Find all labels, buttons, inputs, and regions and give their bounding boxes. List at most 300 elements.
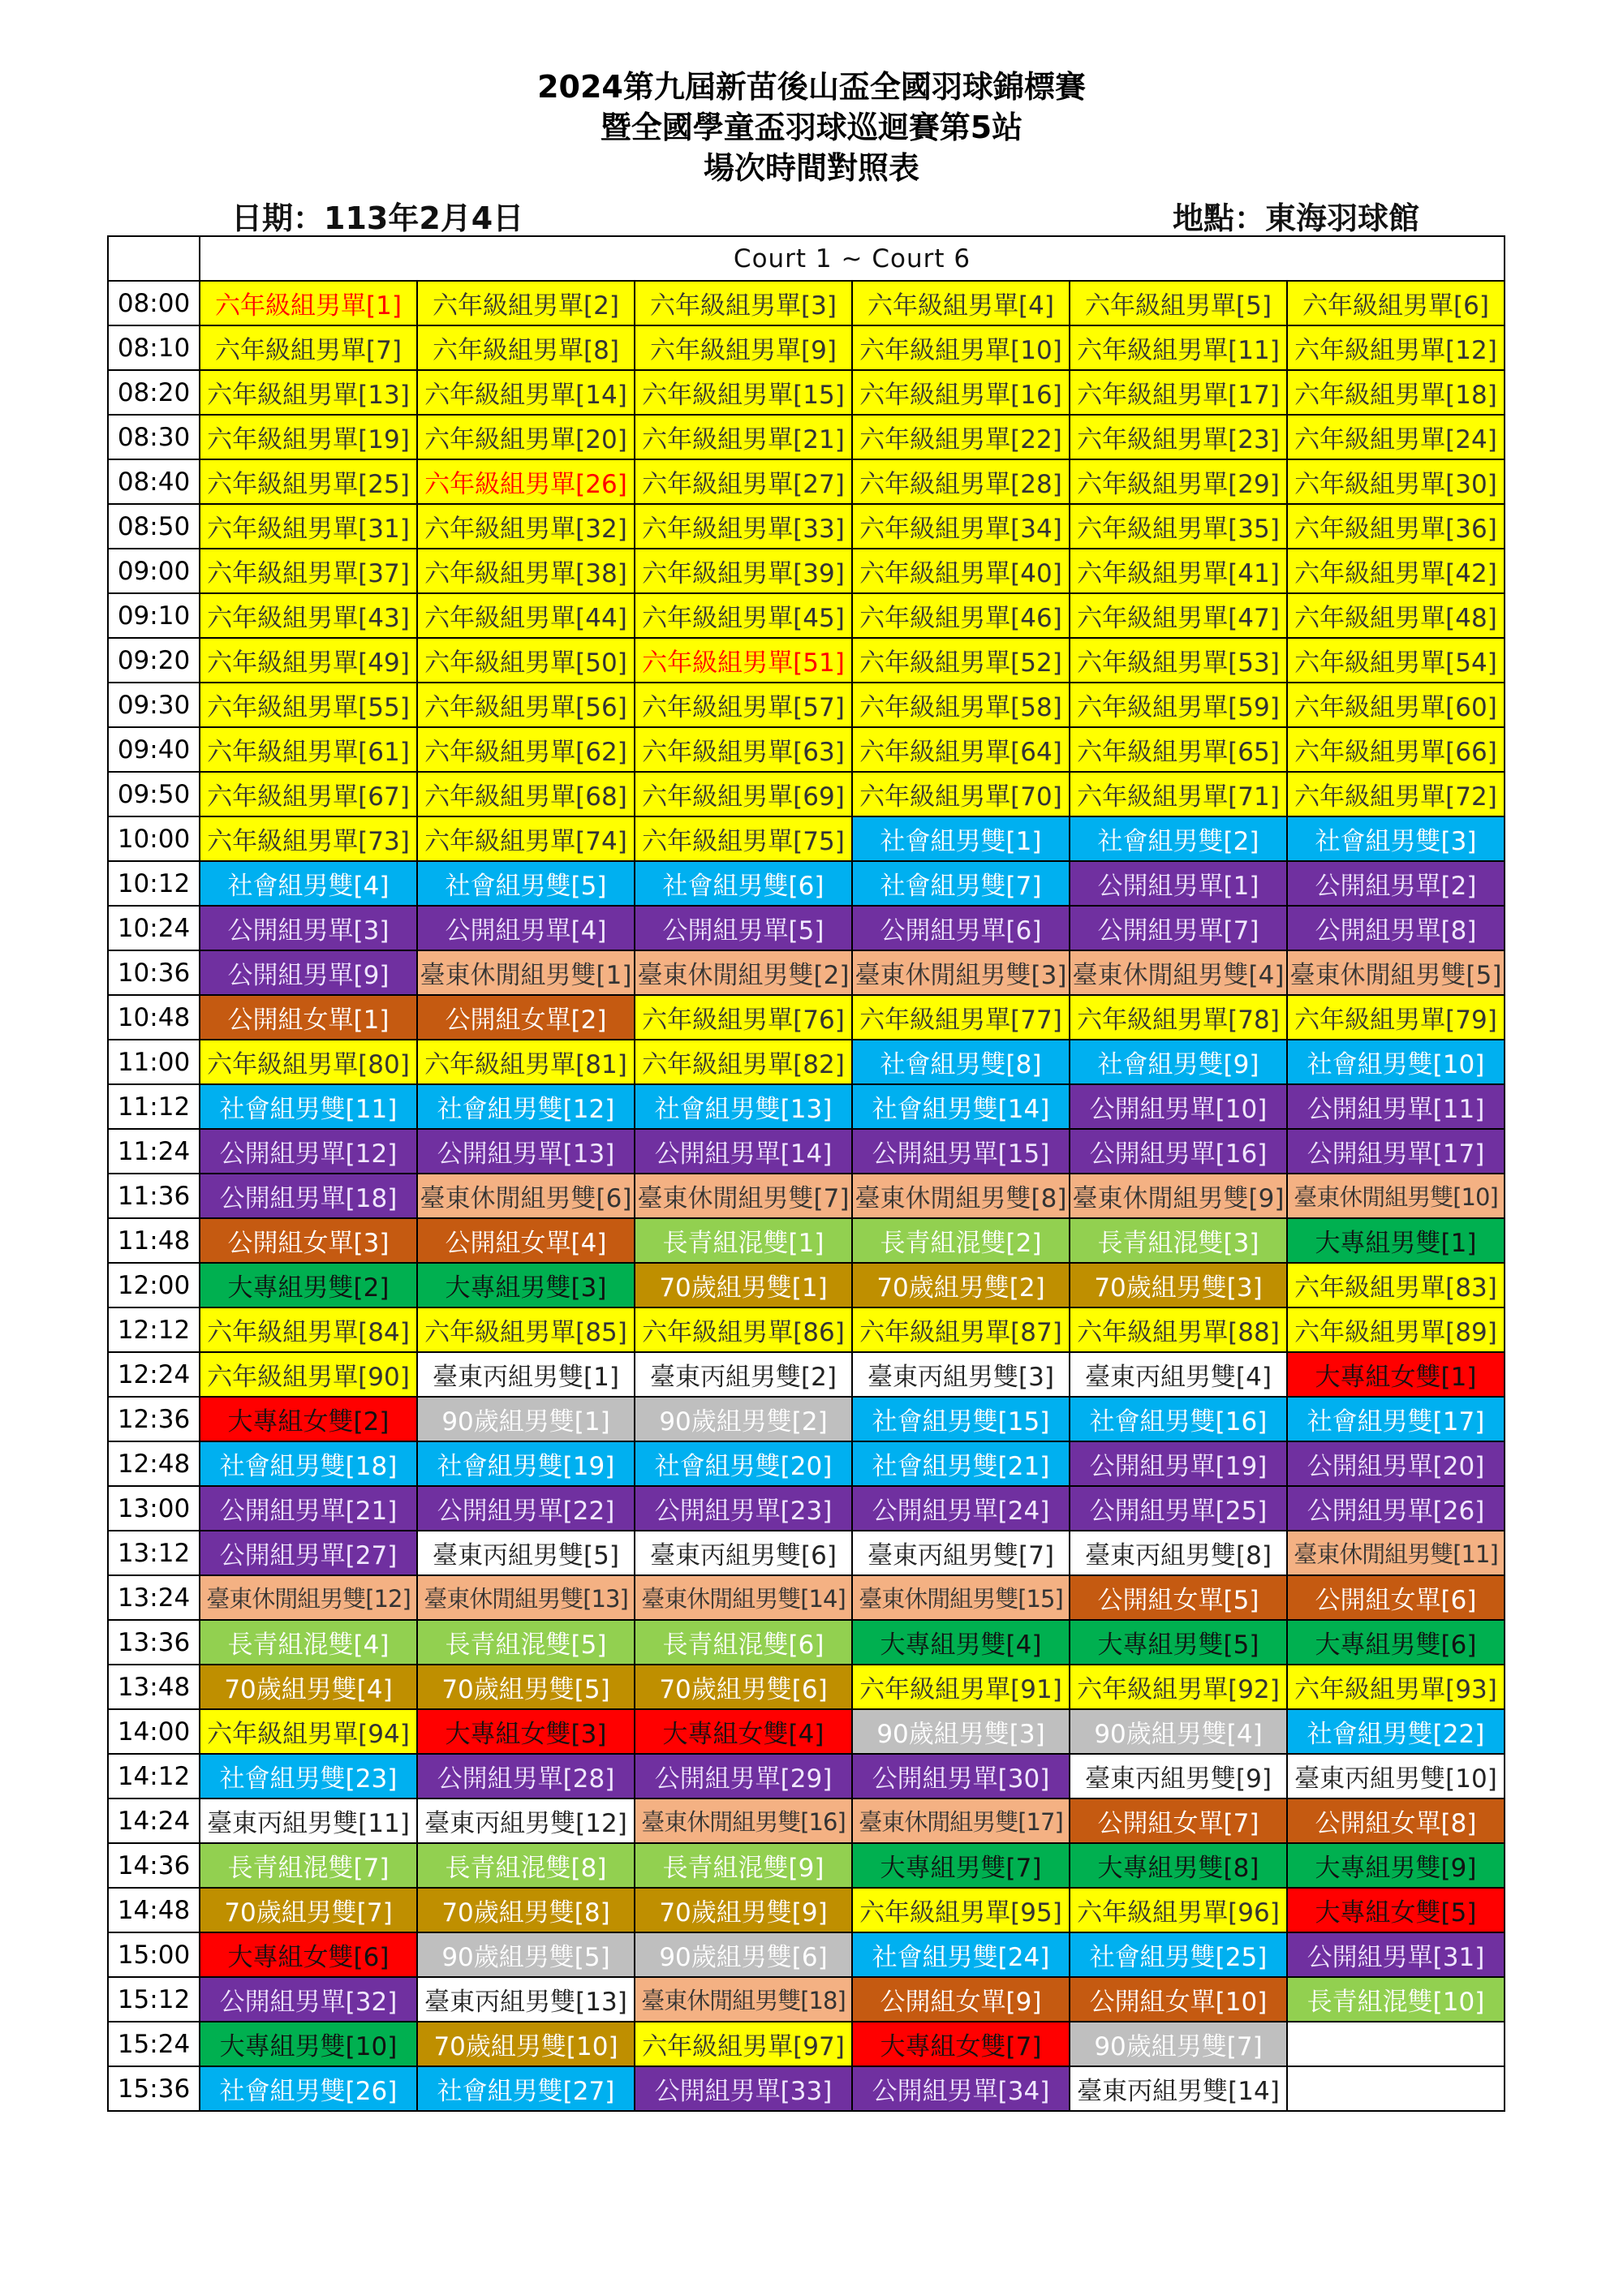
match-cell: 長青組混雙[9] — [635, 1843, 852, 1888]
match-cell: 六年級組男單[31] — [200, 504, 417, 549]
match-cell: 六年級組男單[67] — [200, 772, 417, 816]
match-cell: 臺東休閒組男雙[16] — [635, 1798, 852, 1843]
match-cell: 公開組男單[10] — [1070, 1084, 1287, 1129]
time-cell: 12:24 — [108, 1352, 200, 1397]
match-cell: 長青組混雙[1] — [635, 1218, 852, 1263]
match-cell: 社會組男雙[2] — [1070, 816, 1287, 861]
match-cell: 六年級組男單[10] — [852, 325, 1070, 370]
schedule-row — [108, 370, 1505, 415]
match-cell: 臺東丙組男雙[9] — [1070, 1754, 1287, 1798]
match-cell: 六年級組男單[12] — [1287, 325, 1505, 370]
match-cell: 70歲組男雙[1] — [635, 1263, 852, 1307]
match-cell: 六年級組男單[89] — [1287, 1307, 1505, 1352]
schedule-table — [107, 235, 1505, 2112]
match-cell: 六年級組男單[32] — [417, 504, 635, 549]
schedule-row — [108, 1084, 1505, 1129]
match-cell: 公開組男單[12] — [200, 1129, 417, 1174]
match-cell: 長青組混雙[3] — [1070, 1218, 1287, 1263]
time-cell: 10:36 — [108, 950, 200, 995]
schedule-row — [108, 1307, 1505, 1352]
match-cell: 六年級組男單[94] — [200, 1709, 417, 1754]
match-cell: 公開組女單[2] — [417, 995, 635, 1040]
match-cell: 公開組男單[16] — [1070, 1129, 1287, 1174]
match-cell: 六年級組男單[69] — [635, 772, 852, 816]
match-cell: 大專組女雙[5] — [1287, 1888, 1505, 1932]
schedule-row — [108, 1709, 1505, 1754]
time-cell: 08:50 — [108, 504, 200, 549]
match-cell: 公開組男單[26] — [1287, 1486, 1505, 1531]
schedule-row — [108, 1754, 1505, 1798]
schedule-row — [108, 1129, 1505, 1174]
schedule-row — [108, 415, 1505, 459]
match-cell: 六年級組男單[1] — [200, 281, 417, 325]
match-cell: 公開組男單[34] — [852, 2066, 1070, 2111]
match-cell: 社會組男雙[21] — [852, 1441, 1070, 1486]
match-cell: 70歲組男雙[5] — [417, 1665, 635, 1709]
match-cell: 六年級組男單[93] — [1287, 1665, 1505, 1709]
match-cell: 臺東丙組男雙[1] — [417, 1352, 635, 1397]
match-cell: 社會組男雙[16] — [1070, 1397, 1287, 1441]
schedule-row — [108, 1843, 1505, 1888]
match-cell: 六年級組男單[52] — [852, 638, 1070, 683]
match-cell: 社會組男雙[25] — [1070, 1932, 1287, 1977]
venue-label: 地點：東海羽球館 — [1173, 200, 1420, 236]
match-cell: 大專組男雙[3] — [417, 1263, 635, 1307]
match-cell: 六年級組男單[86] — [635, 1307, 852, 1352]
match-cell: 六年級組男單[50] — [417, 638, 635, 683]
match-cell: 六年級組男單[34] — [852, 504, 1070, 549]
match-cell: 社會組男雙[14] — [852, 1084, 1070, 1129]
match-cell: 臺東丙組男雙[3] — [852, 1352, 1070, 1397]
match-cell: 公開組男單[23] — [635, 1486, 852, 1531]
match-cell: 社會組男雙[10] — [1287, 1040, 1505, 1084]
match-cell: 臺東休閒組男雙[5] — [1287, 950, 1505, 995]
title-line-1: 2024第九屆新苗後山盃全國羽球錦標賽 — [537, 69, 1086, 105]
match-cell: 臺東休閒組男雙[2] — [635, 950, 852, 995]
match-cell: 臺東休閒組男雙[13] — [417, 1575, 635, 1620]
match-cell: 臺東休閒組男雙[12] — [200, 1575, 417, 1620]
schedule-row — [108, 1575, 1505, 1620]
time-cell: 09:50 — [108, 772, 200, 816]
match-cell: 六年級組男單[87] — [852, 1307, 1070, 1352]
match-cell: 六年級組男單[72] — [1287, 772, 1505, 816]
time-cell: 14:12 — [108, 1754, 200, 1798]
match-cell: 六年級組男單[42] — [1287, 549, 1505, 593]
schedule-row — [108, 1397, 1505, 1441]
match-cell: 公開組女單[1] — [200, 995, 417, 1040]
match-cell: 社會組男雙[12] — [417, 1084, 635, 1129]
time-cell: 09:20 — [108, 638, 200, 683]
schedule-row — [108, 1040, 1505, 1084]
match-cell: 公開組男單[4] — [417, 906, 635, 950]
match-cell: 70歲組男雙[9] — [635, 1888, 852, 1932]
match-cell: 六年級組男單[25] — [200, 459, 417, 504]
schedule-row — [108, 683, 1505, 727]
match-cell: 90歲組男雙[4] — [1070, 1709, 1287, 1754]
court-header: Court 1 ~ Court 6 — [200, 236, 1505, 281]
match-cell: 臺東丙組男雙[14] — [1070, 2066, 1287, 2111]
schedule-row — [108, 1352, 1505, 1397]
schedule-row — [108, 727, 1505, 772]
match-cell: 公開組男單[19] — [1070, 1441, 1287, 1486]
match-cell: 臺東丙組男雙[6] — [635, 1531, 852, 1575]
match-cell: 長青組混雙[8] — [417, 1843, 635, 1888]
match-cell: 社會組男雙[7] — [852, 861, 1070, 906]
match-cell: 大專組男雙[6] — [1287, 1620, 1505, 1665]
match-cell: 六年級組男單[81] — [417, 1040, 635, 1084]
match-cell: 公開組男單[33] — [635, 2066, 852, 2111]
time-cell: 09:00 — [108, 549, 200, 593]
match-cell: 六年級組男單[26] — [417, 459, 635, 504]
match-cell: 社會組男雙[18] — [200, 1441, 417, 1486]
match-cell: 臺東休閒組男雙[1] — [417, 950, 635, 995]
time-cell: 12:12 — [108, 1307, 200, 1352]
match-cell: 六年級組男單[56] — [417, 683, 635, 727]
match-cell: 70歲組男雙[4] — [200, 1665, 417, 1709]
match-cell: 六年級組男單[82] — [635, 1040, 852, 1084]
match-cell: 公開組男單[29] — [635, 1754, 852, 1798]
time-cell: 15:12 — [108, 1977, 200, 2022]
match-cell: 長青組混雙[10] — [1287, 1977, 1505, 2022]
match-cell: 90歲組男雙[3] — [852, 1709, 1070, 1754]
match-cell: 六年級組男單[7] — [200, 325, 417, 370]
match-cell: 70歲組男雙[3] — [1070, 1263, 1287, 1307]
match-cell: 大專組男雙[9] — [1287, 1843, 1505, 1888]
match-cell: 六年級組男單[88] — [1070, 1307, 1287, 1352]
match-cell: 六年級組男單[16] — [852, 370, 1070, 415]
match-cell: 公開組男單[25] — [1070, 1486, 1287, 1531]
match-cell: 公開組女單[7] — [1070, 1798, 1287, 1843]
match-cell: 大專組女雙[3] — [417, 1709, 635, 1754]
match-cell: 六年級組男單[44] — [417, 593, 635, 638]
title-block — [0, 67, 1623, 188]
match-cell: 臺東休閒組男雙[18] — [635, 1977, 852, 2022]
match-cell: 臺東休閒組男雙[3] — [852, 950, 1070, 995]
match-cell: 社會組男雙[3] — [1287, 816, 1505, 861]
time-cell: 10:48 — [108, 995, 200, 1040]
match-cell: 社會組男雙[23] — [200, 1754, 417, 1798]
schedule-row — [108, 995, 1505, 1040]
match-cell: 六年級組男單[9] — [635, 325, 852, 370]
time-cell: 09:40 — [108, 727, 200, 772]
match-cell: 公開組男單[7] — [1070, 906, 1287, 950]
match-cell: 大專組男雙[5] — [1070, 1620, 1287, 1665]
time-cell: 08:00 — [108, 281, 200, 325]
time-cell: 13:12 — [108, 1531, 200, 1575]
match-cell: 公開組男單[13] — [417, 1129, 635, 1174]
match-cell: 六年級組男單[92] — [1070, 1665, 1287, 1709]
match-cell: 六年級組男單[3] — [635, 281, 852, 325]
match-cell: 六年級組男單[46] — [852, 593, 1070, 638]
time-cell: 11:24 — [108, 1129, 200, 1174]
match-cell: 六年級組男單[36] — [1287, 504, 1505, 549]
match-cell: 公開組男單[21] — [200, 1486, 417, 1531]
court-header-row — [108, 236, 1505, 281]
match-cell: 六年級組男單[77] — [852, 995, 1070, 1040]
time-cell: 14:48 — [108, 1888, 200, 1932]
time-cell: 13:48 — [108, 1665, 200, 1709]
match-cell: 臺東休閒組男雙[17] — [852, 1798, 1070, 1843]
schedule-body — [108, 236, 1505, 2111]
match-cell: 六年級組男單[90] — [200, 1352, 417, 1397]
match-cell: 公開組男單[2] — [1287, 861, 1505, 906]
match-cell: 六年級組男單[15] — [635, 370, 852, 415]
schedule-row — [108, 1798, 1505, 1843]
time-cell: 10:24 — [108, 906, 200, 950]
schedule-row — [108, 1977, 1505, 2022]
time-cell: 15:24 — [108, 2022, 200, 2066]
match-cell: 六年級組男單[48] — [1287, 593, 1505, 638]
match-cell: 長青組混雙[7] — [200, 1843, 417, 1888]
match-cell: 六年級組男單[95] — [852, 1888, 1070, 1932]
match-cell: 臺東休閒組男雙[11] — [1287, 1531, 1505, 1575]
match-cell: 社會組男雙[26] — [200, 2066, 417, 2111]
match-cell: 公開組男單[9] — [200, 950, 417, 995]
match-cell: 社會組男雙[8] — [852, 1040, 1070, 1084]
match-cell: 六年級組男單[14] — [417, 370, 635, 415]
match-cell: 六年級組男單[47] — [1070, 593, 1287, 638]
match-cell: 公開組女單[3] — [200, 1218, 417, 1263]
match-cell: 臺東丙組男雙[11] — [200, 1798, 417, 1843]
match-cell: 70歲組男雙[6] — [635, 1665, 852, 1709]
match-cell: 六年級組男單[55] — [200, 683, 417, 727]
match-cell: 公開組男單[18] — [200, 1174, 417, 1218]
match-cell: 公開組男單[30] — [852, 1754, 1070, 1798]
schedule-row — [108, 1218, 1505, 1263]
schedule-row — [108, 638, 1505, 683]
match-cell: 大專組男雙[1] — [1287, 1218, 1505, 1263]
match-cell: 公開組男單[27] — [200, 1531, 417, 1575]
time-cell: 11:12 — [108, 1084, 200, 1129]
time-cell: 14:24 — [108, 1798, 200, 1843]
match-cell: 六年級組男單[70] — [852, 772, 1070, 816]
match-cell: 六年級組男單[58] — [852, 683, 1070, 727]
match-cell: 社會組男雙[17] — [1287, 1397, 1505, 1441]
match-cell: 公開組男單[11] — [1287, 1084, 1505, 1129]
time-cell: 08:10 — [108, 325, 200, 370]
match-cell: 公開組女單[6] — [1287, 1575, 1505, 1620]
match-cell — [1287, 2066, 1505, 2111]
time-cell: 13:24 — [108, 1575, 200, 1620]
match-cell: 六年級組男單[53] — [1070, 638, 1287, 683]
match-cell: 臺東丙組男雙[10] — [1287, 1754, 1505, 1798]
time-cell: 11:00 — [108, 1040, 200, 1084]
match-cell: 大專組女雙[2] — [200, 1397, 417, 1441]
match-cell: 公開組男單[5] — [635, 906, 852, 950]
match-cell: 六年級組男單[19] — [200, 415, 417, 459]
match-cell: 公開組男單[20] — [1287, 1441, 1505, 1486]
match-cell: 70歲組男雙[7] — [200, 1888, 417, 1932]
match-cell: 臺東丙組男雙[5] — [417, 1531, 635, 1575]
match-cell: 六年級組男單[91] — [852, 1665, 1070, 1709]
match-cell: 六年級組男單[20] — [417, 415, 635, 459]
schedule-row — [108, 1665, 1505, 1709]
schedule-row — [108, 281, 1505, 325]
match-cell: 六年級組男單[60] — [1287, 683, 1505, 727]
match-cell: 六年級組男單[66] — [1287, 727, 1505, 772]
match-cell: 六年級組男單[65] — [1070, 727, 1287, 772]
time-cell: 15:00 — [108, 1932, 200, 1977]
match-cell: 公開組男單[3] — [200, 906, 417, 950]
match-cell: 六年級組男單[51] — [635, 638, 852, 683]
match-cell: 臺東丙組男雙[7] — [852, 1531, 1070, 1575]
match-cell: 六年級組男單[73] — [200, 816, 417, 861]
schedule-row — [108, 459, 1505, 504]
match-cell: 六年級組男單[38] — [417, 549, 635, 593]
match-cell: 六年級組男單[97] — [635, 2022, 852, 2066]
match-cell: 臺東丙組男雙[4] — [1070, 1352, 1287, 1397]
match-cell: 六年級組男單[64] — [852, 727, 1070, 772]
time-cell: 09:10 — [108, 593, 200, 638]
time-cell: 12:36 — [108, 1397, 200, 1441]
match-cell: 公開組女單[10] — [1070, 1977, 1287, 2022]
match-cell: 臺東休閒組男雙[10] — [1287, 1174, 1505, 1218]
match-cell: 六年級組男單[6] — [1287, 281, 1505, 325]
schedule-row — [108, 1932, 1505, 1977]
match-cell: 社會組男雙[1] — [852, 816, 1070, 861]
match-cell: 六年級組男單[75] — [635, 816, 852, 861]
time-cell: 08:40 — [108, 459, 200, 504]
schedule-row — [108, 1531, 1505, 1575]
time-cell: 14:00 — [108, 1709, 200, 1754]
schedule-row — [108, 1441, 1505, 1486]
match-cell: 社會組男雙[11] — [200, 1084, 417, 1129]
schedule-row — [108, 772, 1505, 816]
match-cell: 大專組女雙[1] — [1287, 1352, 1505, 1397]
match-cell: 六年級組男單[8] — [417, 325, 635, 370]
match-cell: 六年級組男單[83] — [1287, 1263, 1505, 1307]
time-cell: 11:36 — [108, 1174, 200, 1218]
match-cell: 臺東丙組男雙[8] — [1070, 1531, 1287, 1575]
match-cell: 六年級組男單[62] — [417, 727, 635, 772]
match-cell: 90歲組男雙[5] — [417, 1932, 635, 1977]
match-cell: 大專組男雙[8] — [1070, 1843, 1287, 1888]
match-cell: 社會組男雙[4] — [200, 861, 417, 906]
match-cell: 六年級組男單[49] — [200, 638, 417, 683]
match-cell: 社會組男雙[27] — [417, 2066, 635, 2111]
match-cell: 社會組男雙[6] — [635, 861, 852, 906]
match-cell: 公開組男單[31] — [1287, 1932, 1505, 1977]
match-cell: 公開組女單[9] — [852, 1977, 1070, 2022]
schedule-row — [108, 861, 1505, 906]
match-cell: 長青組混雙[2] — [852, 1218, 1070, 1263]
match-cell: 六年級組男單[41] — [1070, 549, 1287, 593]
match-cell: 六年級組男單[29] — [1070, 459, 1287, 504]
match-cell: 六年級組男單[27] — [635, 459, 852, 504]
match-cell: 公開組男單[1] — [1070, 861, 1287, 906]
time-cell: 08:30 — [108, 415, 200, 459]
match-cell: 六年級組男單[78] — [1070, 995, 1287, 1040]
match-cell: 臺東休閒組男雙[7] — [635, 1174, 852, 1218]
match-cell: 臺東休閒組男雙[8] — [852, 1174, 1070, 1218]
match-cell: 大專組男雙[7] — [852, 1843, 1070, 1888]
match-cell: 公開組男單[22] — [417, 1486, 635, 1531]
schedule-row — [108, 1888, 1505, 1932]
match-cell: 六年級組男單[4] — [852, 281, 1070, 325]
match-cell: 70歲組男雙[10] — [417, 2022, 635, 2066]
match-cell: 六年級組男單[39] — [635, 549, 852, 593]
match-cell: 公開組男單[32] — [200, 1977, 417, 2022]
time-cell: 14:36 — [108, 1843, 200, 1888]
match-cell: 六年級組男單[71] — [1070, 772, 1287, 816]
time-cell: 09:30 — [108, 683, 200, 727]
match-cell: 臺東休閒組男雙[6] — [417, 1174, 635, 1218]
schedule-row — [108, 1620, 1505, 1665]
match-cell: 公開組男單[14] — [635, 1129, 852, 1174]
match-cell: 90歲組男雙[7] — [1070, 2022, 1287, 2066]
match-cell: 六年級組男單[68] — [417, 772, 635, 816]
match-cell: 六年級組男單[17] — [1070, 370, 1287, 415]
match-cell: 臺東休閒組男雙[4] — [1070, 950, 1287, 995]
match-cell: 六年級組男單[24] — [1287, 415, 1505, 459]
match-cell: 六年級組男單[59] — [1070, 683, 1287, 727]
time-cell: 08:20 — [108, 370, 200, 415]
match-cell: 大專組女雙[7] — [852, 2022, 1070, 2066]
match-cell: 臺東休閒組男雙[15] — [852, 1575, 1070, 1620]
match-cell: 六年級組男單[21] — [635, 415, 852, 459]
match-cell: 社會組男雙[13] — [635, 1084, 852, 1129]
schedule-row — [108, 325, 1505, 370]
time-header-cell — [108, 236, 200, 281]
schedule-row — [108, 1486, 1505, 1531]
schedule-row — [108, 816, 1505, 861]
match-cell: 70歲組男雙[8] — [417, 1888, 635, 1932]
match-cell: 大專組女雙[6] — [200, 1932, 417, 1977]
match-cell: 公開組男單[28] — [417, 1754, 635, 1798]
schedule-row — [108, 549, 1505, 593]
match-cell: 六年級組男單[23] — [1070, 415, 1287, 459]
match-cell: 六年級組男單[2] — [417, 281, 635, 325]
match-cell: 90歲組男雙[6] — [635, 1932, 852, 1977]
schedule-row — [108, 593, 1505, 638]
match-cell: 社會組男雙[19] — [417, 1441, 635, 1486]
match-cell: 大專組男雙[10] — [200, 2022, 417, 2066]
match-cell: 六年級組男單[45] — [635, 593, 852, 638]
match-cell: 公開組男單[17] — [1287, 1129, 1505, 1174]
schedule-row — [108, 950, 1505, 995]
match-cell: 六年級組男單[74] — [417, 816, 635, 861]
match-cell: 六年級組男單[84] — [200, 1307, 417, 1352]
match-cell: 六年級組男單[61] — [200, 727, 417, 772]
match-cell: 社會組男雙[24] — [852, 1932, 1070, 1977]
match-cell: 90歲組男雙[1] — [417, 1397, 635, 1441]
match-cell: 公開組男單[8] — [1287, 906, 1505, 950]
time-cell: 11:48 — [108, 1218, 200, 1263]
time-cell: 10:00 — [108, 816, 200, 861]
match-cell: 大專組男雙[2] — [200, 1263, 417, 1307]
match-cell: 公開組男單[6] — [852, 906, 1070, 950]
match-cell: 臺東丙組男雙[13] — [417, 1977, 635, 2022]
match-cell: 社會組男雙[5] — [417, 861, 635, 906]
match-cell: 長青組混雙[5] — [417, 1620, 635, 1665]
match-cell: 70歲組男雙[2] — [852, 1263, 1070, 1307]
match-cell: 六年級組男單[57] — [635, 683, 852, 727]
match-cell: 六年級組男單[22] — [852, 415, 1070, 459]
schedule-row — [108, 2022, 1505, 2066]
match-cell: 六年級組男單[80] — [200, 1040, 417, 1084]
time-cell: 10:12 — [108, 861, 200, 906]
time-cell: 13:36 — [108, 1620, 200, 1665]
match-cell: 六年級組男單[30] — [1287, 459, 1505, 504]
match-cell: 六年級組男單[18] — [1287, 370, 1505, 415]
match-cell: 公開組女單[4] — [417, 1218, 635, 1263]
match-cell: 六年級組男單[28] — [852, 459, 1070, 504]
match-cell: 社會組男雙[9] — [1070, 1040, 1287, 1084]
match-cell: 社會組男雙[22] — [1287, 1709, 1505, 1754]
schedule-row — [108, 1174, 1505, 1218]
match-cell: 社會組男雙[20] — [635, 1441, 852, 1486]
match-cell: 六年級組男單[40] — [852, 549, 1070, 593]
